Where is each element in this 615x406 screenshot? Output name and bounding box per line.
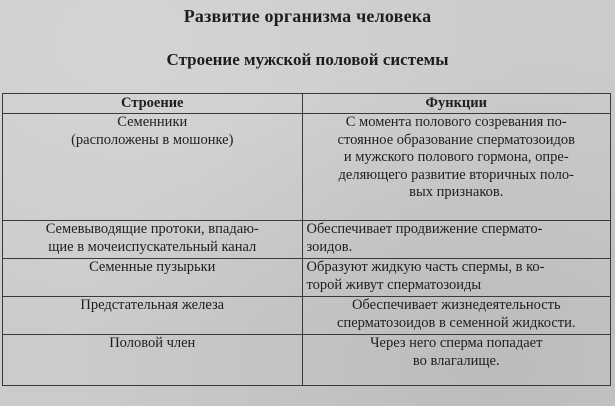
cell-structure: Половой член — [3, 335, 303, 386]
table-row — [3, 297, 611, 335]
table-row — [3, 114, 611, 221]
page-title: Развитие организма человека — [183, 6, 432, 26]
table-header-row — [3, 94, 611, 114]
header-structure: Строение — [3, 94, 303, 114]
table-row — [3, 221, 611, 259]
page-subtitle: Строение мужской половой системы — [166, 50, 449, 69]
cell-function: Обеспечивает продвижение спермато- зоидов. — [302, 221, 610, 259]
cell-function: Образуют жидкую часть спермы, в ко- торой живут сперматозоиды — [302, 259, 610, 297]
table-row — [3, 335, 611, 386]
structure-table — [2, 93, 611, 386]
cell-structure: Предстательная железа — [3, 297, 303, 335]
cell-structure: Семенники (расположены в мошонке) — [3, 114, 303, 221]
cell-structure: Семенные пузырьки — [3, 259, 303, 297]
cell-function: С момента полового созревания по- стоянное образование сперматозоидов и мужского полового гормона, опре- деляющего развитие вторичных поло- вых признаков. — [302, 114, 610, 221]
cell-function: Обеспечивает жизнедеятельность сперматозоидов в семенной жидкости. — [302, 297, 610, 335]
table-row — [3, 259, 611, 297]
cell-structure: Семевыводящие протоки, впадаю- щие в мочеиспускательный канал — [3, 221, 303, 259]
header-functions: Функции — [302, 94, 610, 114]
cell-function: Через него сперма попадает во влагалище. — [302, 335, 610, 386]
